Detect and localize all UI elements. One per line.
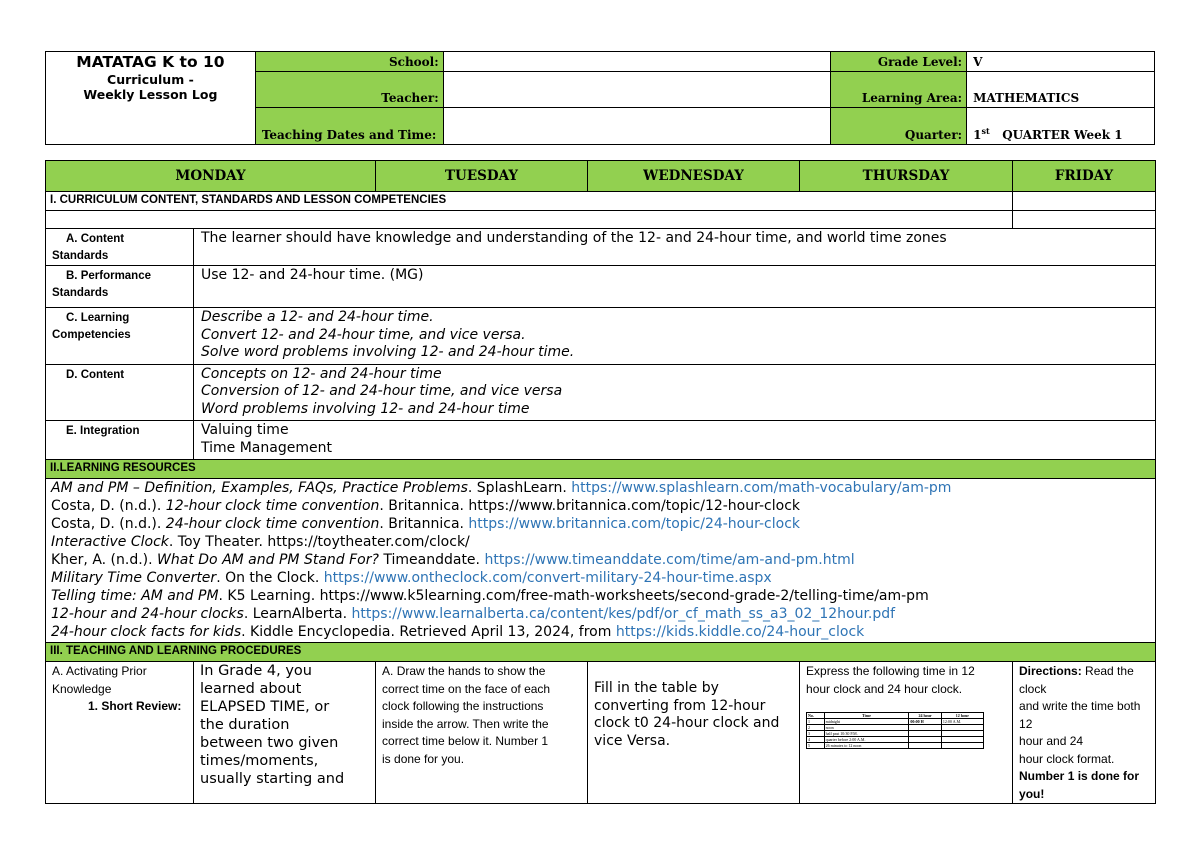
header-table [45,51,1155,145]
content-label: D. Content [46,364,194,421]
activating-knowledge-label: A. Activating Prior Knowledge 1. Short Review: [46,662,194,804]
learning-area-label: Learning Area: [831,72,967,108]
resource-item: 24-hour clock facts for kids. Kiddle Encyclopedia. Retrieved April 13, 2024, from https://kids.kiddle.co/24-hour_clock [51,624,865,640]
resource-link[interactable]: https://www.timeanddate.com/time/am-and-pm.html [484,552,855,568]
monday-activity: In Grade 4, you learned about ELAPSED TIME, or the duration between two given times/moments, usually starting and [194,662,376,804]
performance-standards-label: B. Performance Standards [46,266,194,308]
quarter-field[interactable] [967,108,1155,145]
resource-link[interactable]: https://www.splashlearn.com/math-vocabulary/am-pm [571,480,952,496]
integration-value: Valuing time Time Management [194,421,1156,460]
content-standards-label: A. Content Standards [46,229,194,266]
grade-level-field[interactable]: V [967,52,1155,72]
example-note: Number 1 is done for you! [1019,769,1140,801]
day-tuesday: TUESDAY [376,161,588,192]
teacher-label: Teacher: [255,72,443,108]
days-header-row [46,161,1156,192]
thursday-activity: Express the following time in 12 hour clock and 24 hour clock. No. Time 24 hour 12 hour 1 midnight 00:00 H 12:00 A.M. 2 noon 3 half past 10:30 P.M. 4 quarter before 2:00 A.M. 5 26 minutes to 12 noon [800,662,1013,804]
resource-item: Telling time: AM and PM. K5 Learning. https://www.k5learning.com/free-math-worksheets/second-grade-2/telling-time/am-pm [51,588,929,604]
grade-level-label: Grade Level: [831,52,967,72]
section-procedures-title: III. TEACHING AND LEARNING PROCEDURES [46,643,1156,662]
resource-link[interactable]: https://www.learnalberta.ca/content/kes/pdf/or_cf_math_ss_a3_02_12hour.pdf [351,606,896,622]
directions-label: Directions: [1019,664,1082,678]
resource-item: Interactive Clock. Toy Theater. https://toytheater.com/clock/ [51,534,470,550]
teacher-field[interactable] [443,72,831,108]
resource-item: AM and PM – Definition, Examples, FAQs, Practice Problems. SplashLearn. https://www.splashlearn.com/math-vocabulary/am-pm [51,480,952,496]
resource-item: Kher, A. (n.d.). What Do AM and PM Stand For? Timeanddate. https://www.timeanddate.com/time/am-and-pm.html [51,552,855,568]
title-cell [46,52,256,145]
page-subtitle-1: Curriculum - [107,72,194,87]
resource-link[interactable]: https://www.ontheclock.com/convert-military-24-hour-time.aspx [323,570,772,586]
day-monday: MONDAY [46,161,376,192]
resource-item: 12-hour and 24-hour clocks. LearnAlberta. https://www.learnalberta.ca/content/kes/pdf/or_cf_math_ss_a3_02_12hour.pdf [51,606,896,622]
quarter-label: Quarter: [831,108,967,145]
page-title: MATATAG K to 10 [76,53,225,71]
page-subtitle-2: Weekly Lesson Log [83,87,218,102]
resource-link[interactable]: https://kids.kiddle.co/24-hour_clock [615,624,865,640]
lesson-log-table [45,160,1156,804]
integration-label: E. Integration [46,421,194,460]
short-review-label: 1. Short Review: [88,699,182,713]
wednesday-activity: Fill in the table by converting from 12-hour clock t0 24-hour clock and vice Versa. [588,662,800,804]
school-field[interactable] [443,52,831,72]
day-friday: FRIDAY [1013,161,1156,192]
resource-item: Costa, D. (n.d.). 24-hour clock time convention. Britannica. https://www.britannica.com/topic/24-hour-clock [51,516,800,532]
teaching-dates-label: Teaching Dates and Time: [255,108,443,145]
resources-list [46,479,1156,643]
content-standards-value: The learner should have knowledge and understanding of the 12- and 24-hour time, and world time zones [194,229,1156,266]
quarter-text: QUARTER Week 1 [1002,128,1123,142]
resource-link[interactable]: https://www.britannica.com/topic/24-hour-clock [468,516,800,532]
friday-activity: Directions: Read the clock and write the time both 12 hour and 24 hour clock format. Number 1 is done for you! [1013,662,1156,804]
resource-item: Military Time Converter. On the Clock. https://www.ontheclock.com/convert-military-24-hour-time.aspx [51,570,772,586]
learning-competencies-value: Describe a 12- and 24-hour time. Convert 12- and 24-hour time, and vice versa. Solve word problems involving 12- and 24-hour time. [194,308,1156,365]
school-label: School: [255,52,443,72]
tuesday-activity: A. Draw the hands to show the correct time on the face of each clock following the instructions inside the arrow. Then write the correct time below it. Number 1 is done for you. [376,662,588,804]
day-wednesday: WEDNESDAY [588,161,800,192]
day-thursday: THURSDAY [800,161,1013,192]
content-value: Concepts on 12- and 24-hour time Conversion of 12- and 24-hour time, and vice versa Word problems involving 12- and 24-hour time [194,364,1156,421]
learning-competencies-label: C. Learning Competencies [46,308,194,365]
quarter-ordinal: st [981,126,990,136]
learning-area-field[interactable]: MATHEMATICS [967,72,1155,108]
section-resources-title: II.LEARNING RESOURCES [46,460,1156,479]
teaching-dates-field[interactable] [443,108,831,145]
section-curriculum-title: I. CURRICULUM CONTENT, STANDARDS AND LESSON COMPETENCIES [46,192,1013,211]
performance-standards-value: Use 12- and 24-hour time. (MG) [194,266,1156,308]
quarter-number: 1 [973,128,982,142]
resource-item: Costa, D. (n.d.). 12-hour clock time convention. Britannica. https://www.britannica.com/topic/12-hour-clock [51,498,800,514]
conversion-mini-table: No. Time 24 hour 12 hour 1 midnight 00:00 H 12:00 A.M. 2 noon 3 half past 10:30 P.M. 4 quarter before 2:00 A.M. 5 26 minutes to 12 noon [806,712,984,749]
